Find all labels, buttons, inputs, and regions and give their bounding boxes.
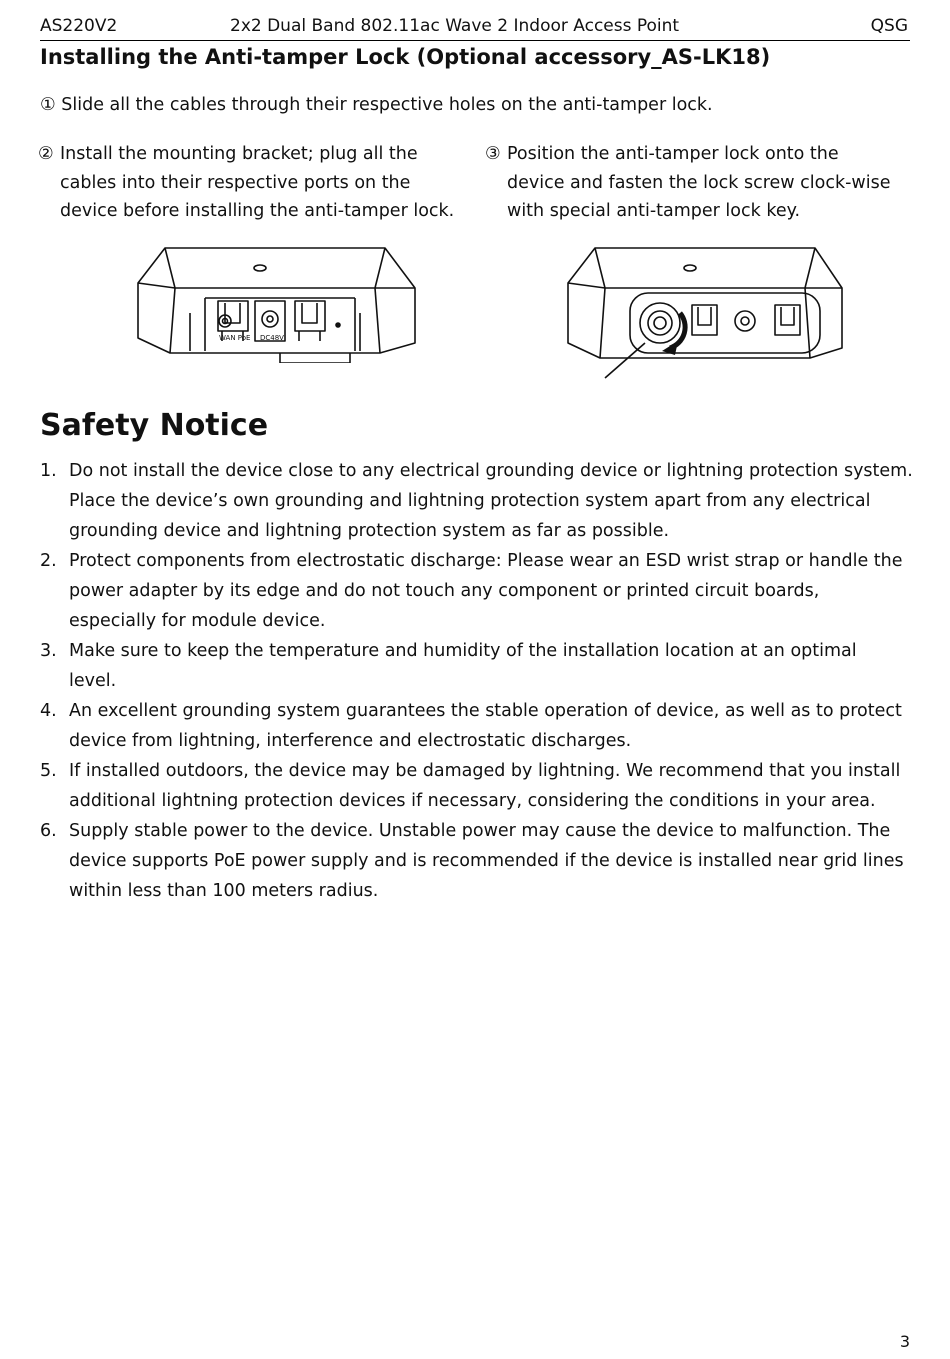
list-item <box>40 816 920 906</box>
list-item-line: level. <box>69 671 117 691</box>
list-item-line: device supports PoE power supply and is recommended if the device is installed near grid lines <box>69 851 904 871</box>
install-title: Installing the Anti-tamper Lock (Optional accessory_AS-LK18) <box>40 45 771 69</box>
step-2-number: ② <box>38 144 54 164</box>
list-item-line: especially for module device. <box>69 611 326 631</box>
step-2-line: device before installing the anti-tamper lock. <box>60 201 455 221</box>
anti-tamper-lock-illustration <box>560 243 850 383</box>
list-item <box>40 756 920 816</box>
page-number: 3 <box>899 1332 910 1351</box>
list-item-number: 4. <box>40 701 57 721</box>
install-step-3 <box>485 140 905 226</box>
step-3-line: with special anti-tamper lock key. <box>507 201 801 221</box>
list-item-number: 6. <box>40 821 57 841</box>
safety-list <box>40 456 920 906</box>
page-header <box>40 14 910 41</box>
list-item-line: An excellent grounding system guarantees the stable operation of device, as well as to protect <box>69 701 902 721</box>
list-item-line: Supply stable power to the device. Unstable power may cause the device to malfunction. The <box>69 821 891 841</box>
install-step-1: ① Slide all the cables through their respective holes on the anti-tamper lock. <box>40 95 713 115</box>
step-2-line: Install the mounting bracket; plug all the <box>60 144 418 164</box>
list-item-line: grounding device and lightning protection system as far as possible. <box>69 521 670 541</box>
list-item <box>40 546 920 636</box>
list-item <box>40 696 920 756</box>
step-2-line: cables into their respective ports on the <box>60 172 411 193</box>
list-item-line: device from lightning, interference and electrostatic discharges. <box>69 731 632 751</box>
list-item <box>40 456 920 546</box>
step-3-line: Position the anti-tamper lock onto the <box>507 144 839 164</box>
install-step-2 <box>38 140 478 226</box>
list-item-line: Protect components from electrostatic discharge: Please wear an ESD wrist strap or handle the <box>69 551 903 571</box>
list-item-line: Do not install the device close to any electrical grounding device or lightning protection system. <box>69 461 913 481</box>
header-product: 2x2 Dual Band 802.11ac Wave 2 Indoor Access Point <box>230 16 680 36</box>
list-item-number: 3. <box>40 641 57 661</box>
list-item-line: Place the device’s own grounding and lightning protection system apart from any electrical <box>69 491 871 511</box>
list-item-line: If installed outdoors, the device may be damaged by lightning. We recommend that you install <box>69 761 901 781</box>
list-item-line: within less than 100 meters radius. <box>69 881 379 901</box>
list-item-line: additional lightning protection devices if necessary, considering the conditions in your area. <box>69 791 876 811</box>
label-wan-poe: WAN PoE <box>219 334 251 342</box>
step-3-number: ③ <box>485 144 501 164</box>
header-model: AS220V2 <box>40 16 118 36</box>
list-item <box>40 636 920 696</box>
header-doc-type: QSG <box>870 16 908 36</box>
list-item-line: power adapter by its edge and do not touch any component or printed circuit boards, <box>69 581 820 601</box>
list-item-line: Make sure to keep the temperature and humidity of the installation location at an optimal <box>69 641 857 661</box>
device-ports-illustration <box>130 243 420 363</box>
safety-title: Safety Notice <box>40 408 269 443</box>
list-item-number: 1. <box>40 461 57 481</box>
list-item-number: 2. <box>40 551 57 571</box>
step-3-line: device and fasten the lock screw clock-wise <box>507 172 891 193</box>
label-dc48v: DC48V <box>260 334 284 342</box>
list-item-number: 5. <box>40 761 57 781</box>
